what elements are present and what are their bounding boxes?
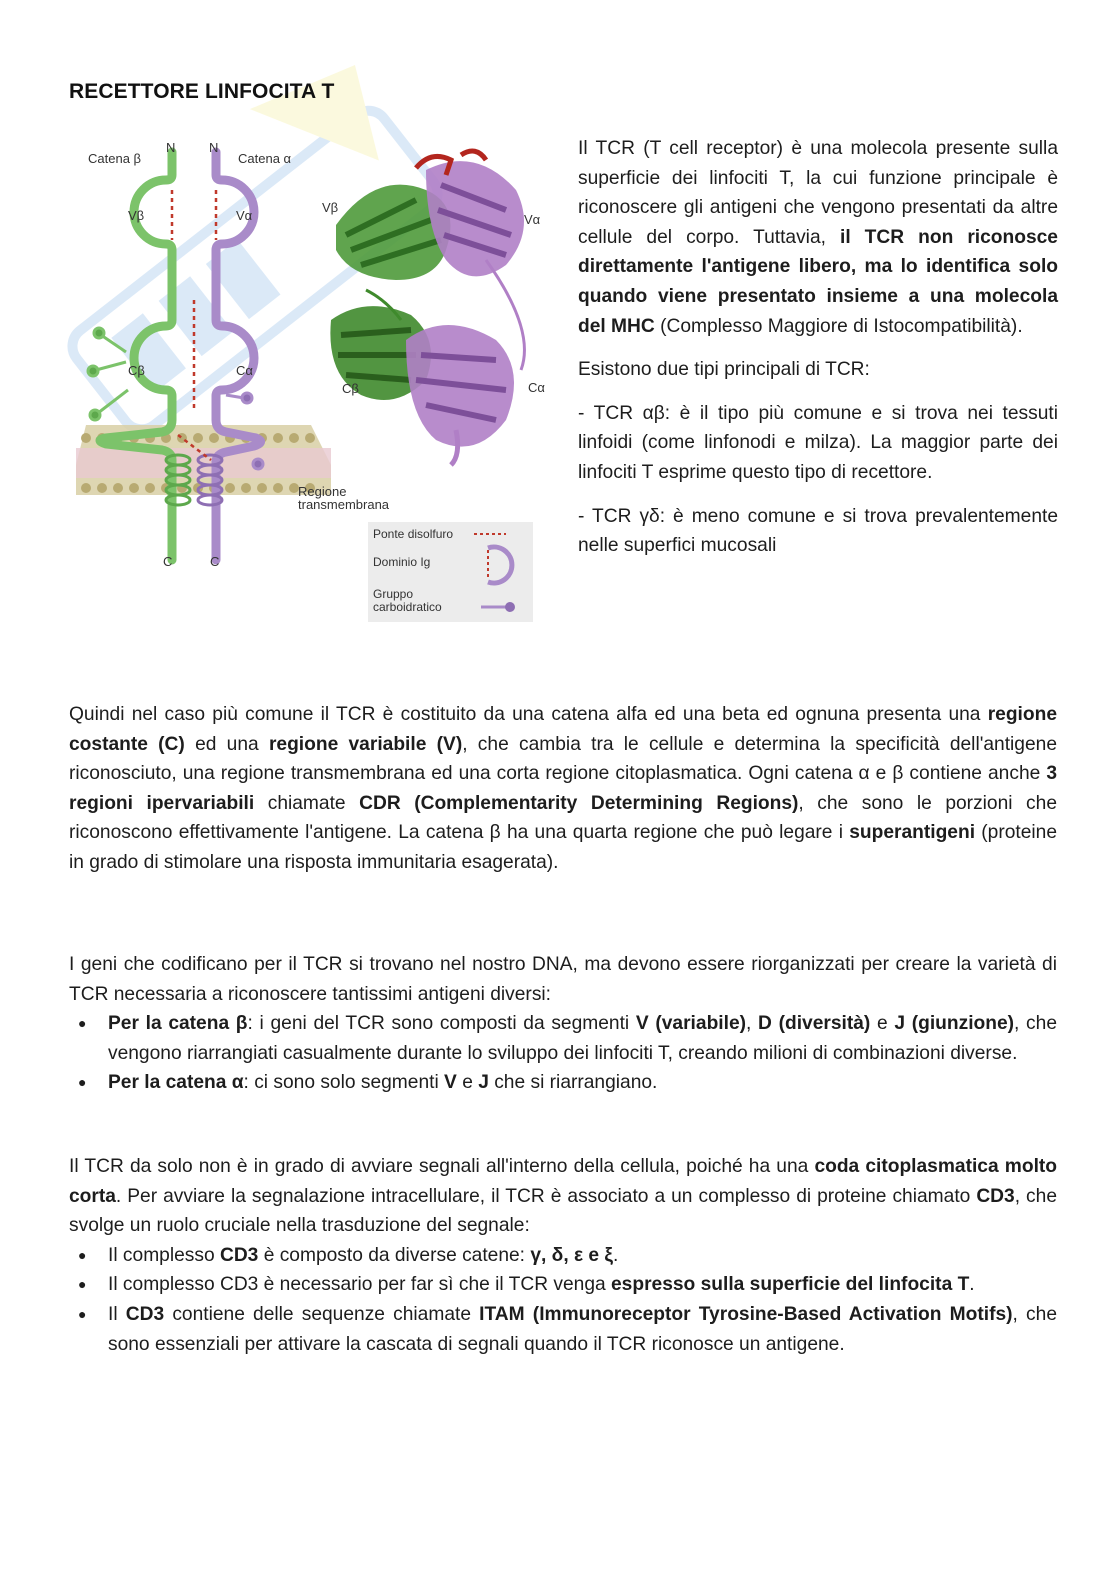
- genes-intro: I geni che codificano per il TCR si trovano nel nostro DNA, ma devono essere riorganizzati per creare la varietà di TCR necessaria a riconoscere tantissimi antigeni diversi:: [69, 954, 1057, 1005]
- disulfide-bridges: [172, 190, 216, 460]
- cd3-paragraph: Il TCR da solo non è in grado di avviare segnali all'interno della cellula, poiché ha una coda citoplasmatica molto corta. Per avviare la segnalazione intracellulare, il TCR è associato a un complesso di proteine chiamato CD3, che svolge un ruolo cruciale nella trasduzione del segnale:: [69, 1156, 1058, 1237]
- label-n-left: N: [166, 140, 176, 155]
- beta-carbohydrates: [88, 328, 128, 420]
- tcr-types-intro: Esistono due tipi principali di TCR:: [578, 359, 870, 381]
- list-item: ● Il CD3 contiene delle sequenze chiamate ITAM (Immunoreceptor Tyrosine-Based Activation Motifs), che sono essenziali per attivare la cascata di segnali quando il TCR riconosce un antigene.: [69, 1300, 1057, 1359]
- legend-ponte: Ponte disolfuro: [373, 527, 454, 541]
- cd3-list: [69, 1241, 1057, 1359]
- genes-section: [69, 950, 1057, 1098]
- page-title: RECETTORE LINFOCITA T: [69, 80, 335, 103]
- tcr-figure: [66, 130, 556, 630]
- label-catena-beta: Catena β: [88, 151, 142, 166]
- legend-gruppo-1: Gruppo: [373, 587, 414, 601]
- legend-gruppo-2: carboidratico: [373, 600, 442, 614]
- label-c-alpha: Cα: [236, 363, 253, 378]
- intro-paragraph: [578, 134, 1058, 341]
- label-regione: Regione: [298, 484, 347, 499]
- chains-section: [69, 700, 1057, 878]
- tcr-ab-paragraph: - TCR αβ: è il tipo più comune e si trova nei tessuti linfoidi (come linfonodi e milza). La maggior parte dei linfociti T esprime questo tipo di recettore.: [578, 402, 1058, 483]
- list-item: ● Il complesso CD3 è necessario per far sì che il TCR venga espresso sulla superficie del linfocita T.: [69, 1270, 1057, 1300]
- list-item: ● Per la catena β: i geni del TCR sono composti da segmenti V (variabile), D (diversità) e J (giunzione), che vengono riarrangiati casualmente durante lo sviluppo dei linfociti T, creando milioni di combinazioni diverse.: [69, 1009, 1057, 1068]
- list-item: ● Per la catena α: ci sono solo segmenti V e J che si riarrangiano.: [69, 1068, 1057, 1098]
- intro-text-1: Il TCR (T cell receptor) è una molecola presente sulla superficie dei linfociti T, la cui funzione principale è riconoscere gli antigeni che vengono presentati da altre cellule del corpo. Tuttavia,: [578, 138, 1058, 248]
- list-item: ● Il complesso CD3 è composto da diverse catene: γ, δ, ε e ξ.: [69, 1241, 1057, 1271]
- figure-legend: [368, 522, 533, 622]
- ribbon-label-v-beta: Vβ: [322, 200, 339, 215]
- label-c-beta: Cβ: [128, 363, 145, 378]
- label-c-right: C: [210, 554, 220, 569]
- legend-dominio: Dominio Ig: [373, 555, 431, 569]
- ribbon-label-c-alpha: Cα: [528, 380, 545, 395]
- label-transmembrana: transmembrana: [298, 497, 390, 512]
- genes-list: [69, 1009, 1057, 1098]
- intro-text-2: (Complesso Maggiore di Istocompatibilità).: [654, 315, 1023, 337]
- chains-paragraph: Quindi nel caso più comune il TCR è costituito da una catena alfa ed una beta ed ognuna presenta una regione costante (C) ed una regione variabile (V), che cambia tra le cellule e determina la specificità dell'antigene riconosciuto, una regione transmembrana ed una corta regione citoplasmatica. Ogni catena α e β contiene anche 3 regioni ipervariabili chiamate CDR (Complementarity Determining Regions), che sono le porzioni che riconoscono effettivamente l'antigene. La catena β ha una quarta regione che può legare i superantigeni (proteine in grado di stimolare una risposta immunitaria esagerata).: [69, 704, 1058, 873]
- ribbon-structure: [330, 151, 524, 465]
- ribbon-label-v-alpha: Vα: [524, 212, 541, 227]
- label-v-beta: Vβ: [128, 208, 145, 223]
- label-n-right: N: [209, 140, 219, 155]
- intro-bold: il TCR non riconosce direttamente l'antigene libero, ma lo identifica solo quando viene presentato insieme a una molecola del MHC: [578, 226, 1058, 337]
- intro-column: [578, 134, 1058, 575]
- tcr-gd-paragraph: - TCR γδ: è meno comune e si trova prevalentemente nelle superfici mucosali: [578, 505, 1058, 557]
- cd3-section: [69, 1152, 1057, 1359]
- label-v-alpha: Vα: [236, 208, 253, 223]
- ribbon-label-c-beta: Cβ: [342, 381, 359, 396]
- label-catena-alpha: Catena α: [238, 151, 292, 166]
- label-c-left: C: [163, 554, 173, 569]
